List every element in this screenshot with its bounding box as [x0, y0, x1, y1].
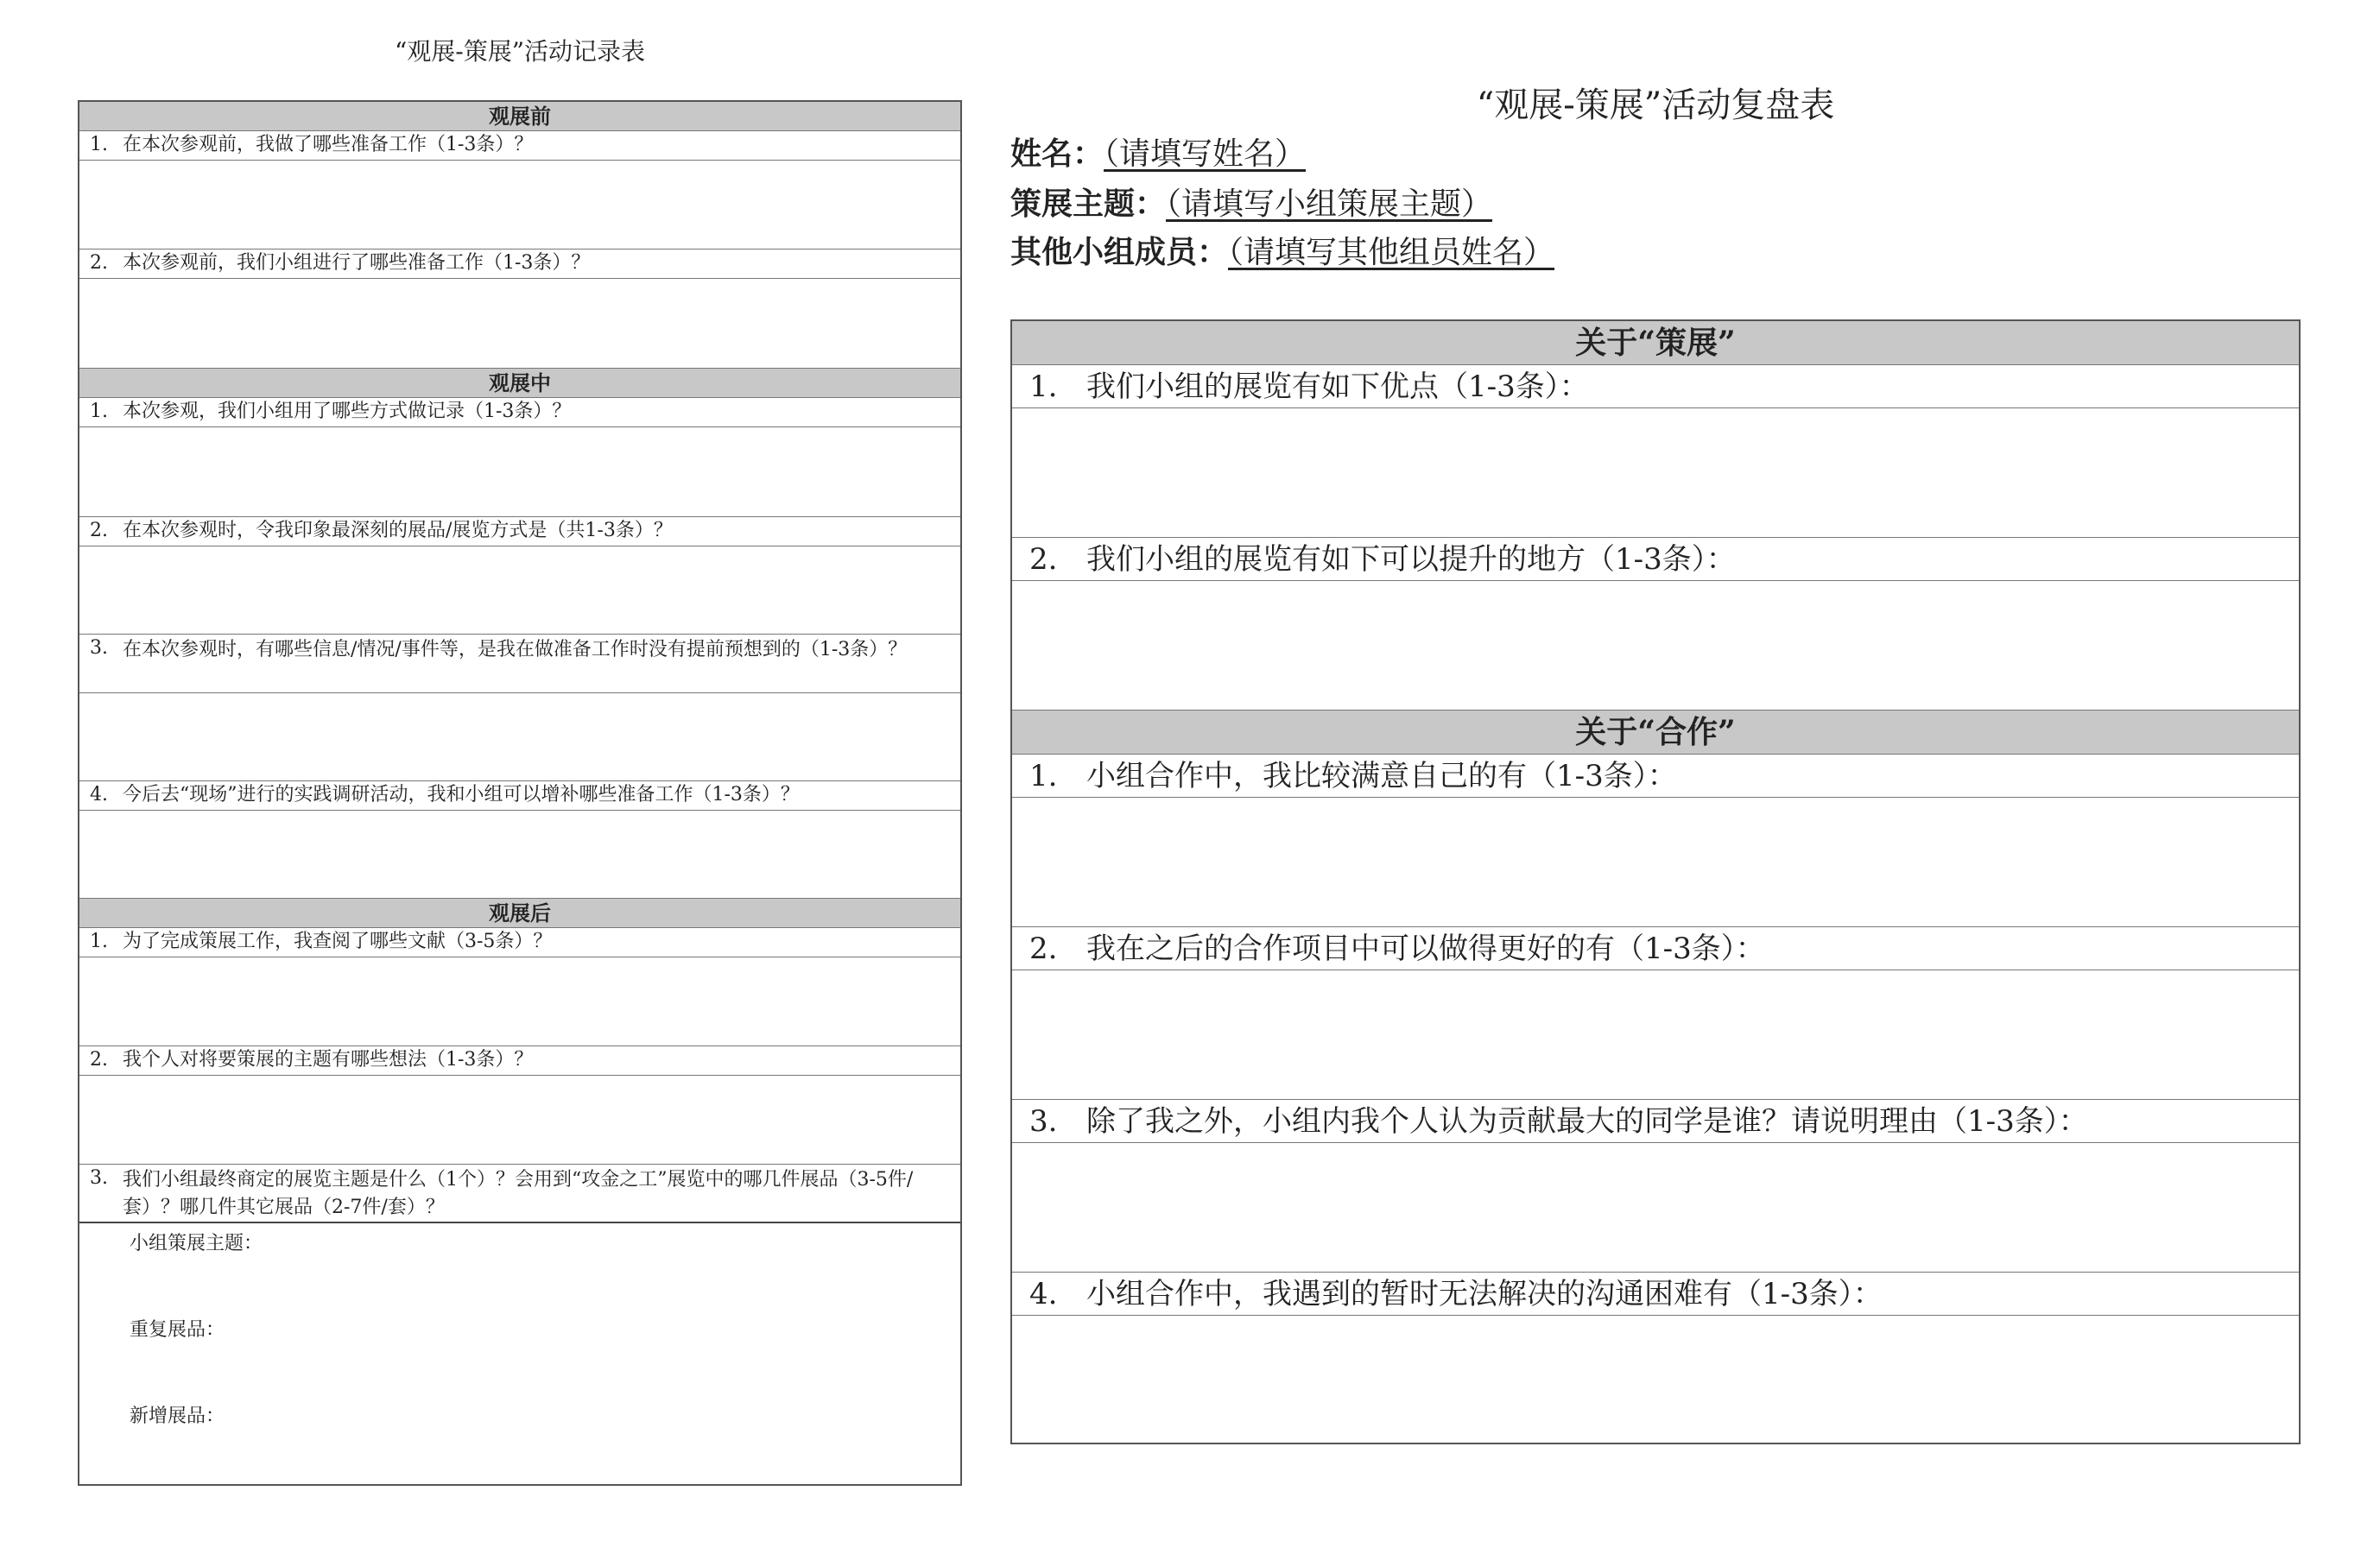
name-value[interactable]: （请填写姓名）	[1104, 136, 1307, 172]
question-row	[79, 1165, 960, 1223]
question-row	[79, 781, 960, 811]
question-number: 1.	[90, 931, 108, 952]
question-row	[79, 635, 960, 693]
question-text: 我在之后的合作项目中可以做得更好的有（1-3条）：	[1086, 932, 1765, 966]
section-after-visit: 观展后	[79, 899, 960, 928]
question-row	[79, 131, 960, 161]
section-before-visit: 观展前	[79, 102, 960, 131]
question-text: 我们小组的展览有如下可以提升的地方（1-3条）：	[1086, 542, 1736, 577]
answer-area[interactable]	[1012, 970, 2299, 1100]
answer-area[interactable]	[79, 957, 960, 1046]
new-exhibits-label: 新增展品：	[130, 1406, 225, 1427]
question-text: 小组合作中，我比较满意自己的有（1-3条）：	[1086, 759, 1677, 793]
theme-label: 策展主题：	[1010, 186, 1167, 222]
final-answer-area[interactable]	[79, 1223, 960, 1484]
question-text: 为了完成策展工作，我查阅了哪些文献（3-5条）？	[123, 931, 553, 952]
question-number: 2.	[1029, 932, 1058, 966]
question-number: 3.	[1029, 1104, 1058, 1139]
answer-area[interactable]	[79, 693, 960, 781]
answer-area[interactable]	[1012, 1316, 2299, 1443]
question-number: 1.	[1029, 370, 1058, 404]
question-text: 在本次参观时，令我印象最深刻的展品/展览方式是（共1-3条）？	[123, 520, 673, 541]
members-value[interactable]: （请填写其他组员姓名）	[1228, 235, 1555, 270]
question-row	[79, 250, 960, 279]
answer-area[interactable]	[1012, 408, 2299, 538]
name-label: 姓名：	[1010, 136, 1105, 172]
question-number: 1.	[90, 401, 108, 422]
section-curation: 关于“策展”	[1012, 321, 2299, 365]
record-form-table	[78, 100, 962, 1486]
record-form-title: “观展-策展”活动记录表	[394, 37, 646, 66]
question-row	[1012, 1100, 2299, 1143]
members-label: 其他小组成员：	[1010, 234, 1229, 270]
question-row	[79, 1046, 960, 1076]
question-text: 本次参观前，我们小组进行了哪些准备工作（1-3条）？	[123, 252, 591, 274]
repeat-exhibits-label: 重复展品：	[130, 1319, 225, 1341]
question-row	[79, 398, 960, 427]
members-field[interactable]	[1010, 228, 1554, 272]
question-text: 本次参观，我们小组用了哪些方式做记录（1-3条）？	[123, 401, 572, 422]
name-field[interactable]	[1010, 130, 1306, 174]
question-row	[1012, 538, 2299, 581]
answer-area[interactable]	[79, 161, 960, 250]
question-number: 1.	[1029, 759, 1058, 793]
question-text: 我们小组的展览有如下优点（1-3条）：	[1086, 370, 1589, 404]
question-text: 在本次参观前，我做了哪些准备工作（1-3条）？	[123, 134, 534, 155]
question-text: 我个人对将要策展的主题有哪些想法（1-3条）？	[123, 1049, 534, 1071]
answer-area[interactable]	[1012, 581, 2299, 711]
review-form-title: “观展-策展”活动复盘表	[1476, 85, 1835, 125]
question-row	[79, 517, 960, 546]
question-number: 2.	[1029, 542, 1058, 577]
question-number: 2.	[90, 252, 108, 274]
answer-area[interactable]	[79, 1076, 960, 1165]
theme-field-label: 小组策展主题：	[130, 1233, 263, 1254]
question-row	[1012, 755, 2299, 798]
theme-field[interactable]	[1010, 180, 1492, 224]
question-number: 2.	[90, 1049, 108, 1071]
section-during-visit: 观展中	[79, 369, 960, 398]
question-row	[1012, 365, 2299, 408]
question-text: 我们小组最终商定的展览主题是什么（1个）？会用到“攻金之工”展览中的哪几件展品（3-5件/套）？哪几件其它展品（2-7件/套）？	[123, 1169, 914, 1218]
answer-area[interactable]	[79, 546, 960, 635]
question-text: 小组合作中，我遇到的暂时无法解决的沟通困难有（1-3条）：	[1086, 1277, 1883, 1311]
question-text: 今后去“现场”进行的实践调研活动，我和小组可以增补哪些准备工作（1-3条）？	[123, 784, 800, 805]
question-text: 在本次参观时，有哪些信息/情况/事件等，是我在做准备工作时没有提前预想到的（1-3条）？	[123, 639, 908, 660]
answer-area[interactable]	[1012, 798, 2299, 927]
question-row	[79, 928, 960, 957]
question-number: 4.	[1029, 1277, 1058, 1311]
question-row	[1012, 927, 2299, 970]
section-cooperation: 关于“合作”	[1012, 711, 2299, 755]
question-number: 1.	[90, 134, 108, 155]
theme-value[interactable]: （请填写小组策展主题）	[1166, 186, 1493, 222]
answer-area[interactable]	[79, 811, 960, 899]
question-number: 3.	[90, 1167, 108, 1189]
question-text: 除了我之外，小组内我个人认为贡献最大的同学是谁？请说明理由（1-3条）：	[1086, 1104, 2088, 1139]
review-form-table	[1010, 319, 2301, 1444]
question-row	[1012, 1273, 2299, 1316]
question-number: 4.	[90, 784, 108, 805]
answer-area[interactable]	[1012, 1143, 2299, 1273]
question-number: 3.	[90, 637, 108, 659]
answer-area[interactable]	[79, 427, 960, 517]
question-number: 2.	[90, 520, 108, 541]
answer-area[interactable]	[79, 279, 960, 369]
